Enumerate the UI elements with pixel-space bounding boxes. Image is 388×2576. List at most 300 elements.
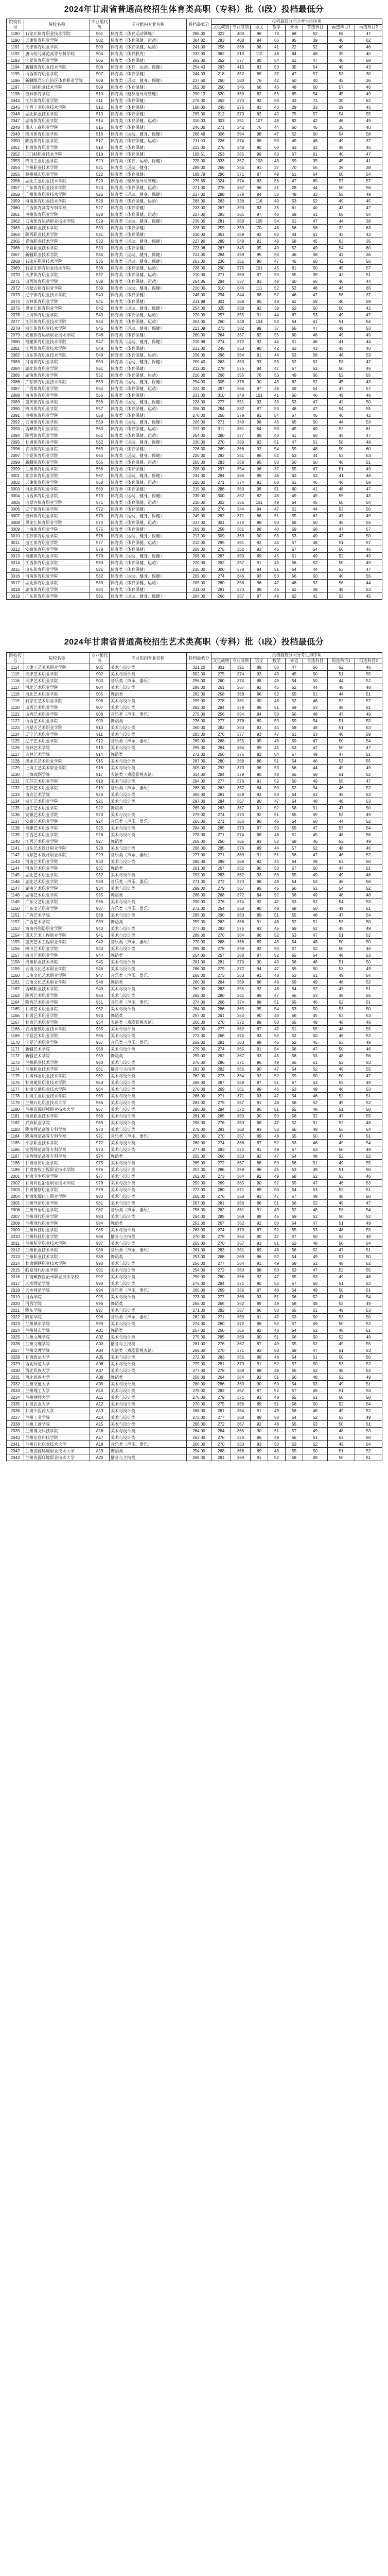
cell-group-code: 540 [90,292,110,298]
cell-min-score: 277.00 [187,1146,211,1153]
table-row [7,1099,382,1106]
table-row [7,265,382,272]
cell-group-code: 507 [90,71,110,77]
cell-elective-1: 51 [328,318,355,325]
cell-major: 美术与设计类 [110,1213,187,1220]
cell-school-name: 兰州科技职业学院 [24,1233,90,1240]
cell-school-name: 兰州信息科技学院 [24,1434,90,1441]
cell-min-score: 302.00 [187,671,211,677]
cell-min-score: 280.00 [187,1381,211,1387]
cell-min-score: 273.00 [187,1032,211,1039]
cell-group-code: 537 [90,272,110,278]
cell-school-name: 甘肃钢铁职业技术学院 [24,1260,90,1267]
cell-major-score: 359 [231,251,251,258]
cell-major: 音乐类（声乐、器乐） [110,972,187,979]
cell-school-name: 福建艺术职业学院 [24,825,90,832]
cell-foreign-language: 58 [286,852,303,858]
cell-first-subject: 52 [303,899,328,905]
cell-school-name: 石家庄体育职业技术学院 [24,265,90,272]
cell-elective-1: 48 [328,798,355,805]
cell-min-score: 237.60 [187,77,211,84]
cell-group-code: 585 [90,593,110,600]
cell-foreign-language: 54 [286,1381,303,1387]
table-row [7,1180,382,1187]
cell-elective-1: 49 [328,198,355,205]
cell-major: 体育类（体育保健、运动） [110,459,187,466]
cell-group-code: 531 [90,231,110,238]
cell-foreign-language: 54 [286,1187,303,1193]
cell-major: 美术与设计类 [110,845,187,852]
cell-school-name: 湖北体育职业学院 [24,580,90,586]
cell-group-code: 538 [90,278,110,285]
cell-foreign-language: 52 [286,285,303,292]
cell-school-name: 西藏职业技术学院 [24,986,90,992]
cell-school-code: 1148 [7,892,24,899]
cell-elective-2: 57 [355,526,382,533]
cell-elective-1: 51 [328,718,355,724]
cell-major-score: 364 [231,1233,251,1240]
cell-chinese: 66 [251,84,268,91]
cell-elective-1: 48 [328,519,355,526]
cell-culture-score: 283 [211,1247,231,1253]
cell-foreign-language: 56 [286,885,303,892]
cell-min-score: 266.00 [187,1287,211,1294]
cell-first-subject: 39 [303,37,328,44]
cell-min-score: 212.00 [187,426,211,432]
cell-chinese: 84 [251,37,268,44]
cell-foreign-language: 53 [286,399,303,405]
column-header: 专业组内专业名称 [110,653,187,664]
cell-major: 体育类（体育保健） [110,151,187,158]
cell-group-code: 990 [90,1260,110,1267]
cell-group-code: 958 [90,1046,110,1053]
cell-group-code: 997 [90,1307,110,1314]
cell-chinese: 76 [251,77,268,84]
cell-elective-1: 49 [328,1307,355,1314]
cell-major: 舞蹈类 [110,1374,187,1381]
cell-culture-score: 300 [211,566,231,573]
cell-school-code: 1161 [7,979,24,986]
cell-first-subject: 53 [303,704,328,711]
cell-chinese: 95 [251,885,268,892]
cell-major-score: 363 [231,1039,251,1046]
cell-foreign-language: 84 [286,50,303,57]
cell-math: 48 [268,593,286,600]
table-row [7,704,382,711]
cell-major-score: 359 [231,231,251,238]
cell-culture-score: 280 [211,580,231,586]
cell-school-code: 1129 [7,765,24,771]
cell-foreign-language: 59 [286,925,303,932]
cell-chinese: 83 [251,205,268,211]
cell-first-subject: 45 [303,493,328,499]
table-row [7,845,382,852]
cell-school-name: 广东体育职业技术学院 [24,379,90,385]
cell-culture-score: 283 [211,459,231,466]
cell-elective-1: 50 [328,738,355,744]
cell-group-code: 535 [90,258,110,265]
cell-foreign-language: 43 [286,97,303,104]
table-row [7,872,382,878]
cell-min-score: 304.82 [187,37,211,44]
cell-elective-1: 42 [328,399,355,405]
cell-school-code: 1166 [7,1012,24,1019]
table-row [7,1153,382,1160]
cell-major: 体育类（运动、健身、保健） [110,439,187,446]
cell-min-score: 257.00 [187,1327,211,1334]
cell-group-code: 519 [90,151,110,158]
cell-math: 37 [268,71,286,77]
cell-major-score: 348 [231,238,251,245]
table-row [7,724,382,731]
cell-first-subject: 50 [303,519,328,526]
cell-culture-score: 276 [211,899,231,905]
cell-elective-2: 59 [355,298,382,305]
cell-chinese: 91 [251,919,268,925]
cell-first-subject: 58 [303,526,328,533]
cell-min-score: 256.00 [187,1260,211,1267]
cell-first-subject: 47 [303,218,328,225]
cell-math: 51 [268,1401,286,1408]
cell-math: 47 [268,580,286,586]
cell-foreign-language: 45 [286,426,303,432]
cell-school-name: 内蒙古体育职业学院 [24,285,90,292]
cell-first-subject: 57 [303,111,328,117]
cell-chinese: 89 [251,553,268,560]
cell-first-subject: 50 [303,1280,328,1287]
cell-school-name: 石家庄体育职业技术学院 [24,30,90,37]
table-row [7,292,382,298]
cell-group-code: 925 [90,825,110,832]
cell-school-name: 临夏现代职业学院 [24,1267,90,1274]
cell-chinese: 92 [251,446,268,452]
cell-chinese: 96 [251,30,268,37]
table-row [7,691,382,698]
cell-foreign-language: 54 [286,1414,303,1421]
cell-school-code: 2048 [7,124,24,131]
cell-elective-1: 47 [328,986,355,992]
cell-elective-1: 50 [328,546,355,553]
cell-major-score: 369 [231,979,251,986]
header-row [7,653,382,658]
cell-first-subject: 43 [303,345,328,352]
cell-chinese: 87 [251,593,268,600]
cell-major: 舞蹈类 [110,691,187,698]
cell-school-code: 2041 [7,1441,24,1448]
cell-school-code: 2026 [7,1341,24,1347]
cell-math: 39 [268,399,286,405]
cell-math: 52 [268,1140,286,1146]
cell-major-score: 374 [231,899,251,905]
cell-math: 48 [268,225,286,231]
cell-elective-2: 49 [355,1334,382,1341]
cell-school-code: 2030 [7,1367,24,1374]
cell-major: 播音与主持类 [110,1233,187,1240]
cell-group-code: 523 [90,178,110,184]
cell-school-code: 2019 [7,1294,24,1300]
cell-math: 48 [268,1448,286,1454]
table-row [7,1046,382,1053]
cell-elective-1: 51 [328,1387,355,1394]
cell-school-code: 2063 [7,225,24,231]
cell-math: 50 [268,1267,286,1274]
cell-chinese: 84 [251,426,268,432]
cell-first-subject: 52 [303,359,328,365]
cell-school-name: 兰州职业技术学院 [24,1253,90,1260]
cell-school-name: 广东文艺职业学院 [24,905,90,912]
cell-elective-2: 55 [355,758,382,765]
cell-group-code: 571 [90,499,110,506]
cell-min-score: 215.00 [187,486,211,493]
cell-math: 48 [268,1012,286,1019]
cell-first-subject: 50 [303,818,328,825]
table-row [7,832,382,838]
cell-math: 47 [268,1153,286,1160]
cell-school-code: 2079 [7,332,24,338]
cell-major-score: 368 [231,691,251,698]
cell-group-code: 948 [90,979,110,986]
cell-elective-1: 48 [328,845,355,852]
cell-first-subject: 52 [303,560,328,566]
cell-group-code: A20 [90,1454,110,1461]
cell-school-code: 1180 [7,30,24,37]
cell-school-name: 平凉职业技术学院 [24,1140,90,1146]
cell-math: 46 [268,818,286,825]
cell-elective-2: 55 [355,671,382,677]
cell-school-code: 2049 [7,131,24,138]
cell-culture-score: 270 [211,1240,231,1247]
cell-major: 美术与设计类 [110,1200,187,1207]
cell-elective-2: 54 [355,499,382,506]
cell-school-name: 陕西体育职业学院 [24,138,90,144]
cell-math: 66 [268,37,286,44]
cell-first-subject: 71 [303,97,328,104]
cell-elective-2: 48 [355,472,382,479]
cell-school-code: 1137 [7,818,24,825]
cell-major: 美术与设计类 [110,758,187,765]
cell-min-score: 189.79 [187,171,211,178]
cell-culture-score: 268 [211,1448,231,1454]
cell-major-score: 370 [231,811,251,818]
cell-school-code: 2061 [7,211,24,218]
cell-major-score: 369 [231,218,251,225]
cell-group-code: A05 [90,1354,110,1361]
cell-first-subject: 50 [303,905,328,912]
cell-min-score: 270.00 [187,1233,211,1240]
cell-culture-score: 283 [211,986,231,992]
cell-school-name: 兰州职业技术学院 [24,164,90,171]
cell-school-code: 2014 [7,1260,24,1267]
cell-foreign-language: 55 [286,691,303,698]
cell-first-subject: 50 [303,1314,328,1320]
cell-elective-1: 47 [328,1113,355,1120]
cell-elective-1: 49 [328,905,355,912]
table-row [7,359,382,365]
cell-first-subject: 49 [303,1320,328,1327]
cell-culture-score: 289 [211,858,231,865]
cell-chinese: 98 [251,486,268,493]
cell-major: 体育类（运动、健身、保健） [110,379,187,385]
cell-culture-score: 289 [211,238,231,245]
cell-chinese: 88 [251,832,268,838]
cell-group-code: 545 [90,325,110,332]
cell-foreign-language: 51 [286,553,303,560]
cell-min-score: 268.49 [187,131,211,138]
cell-chinese: 89 [251,1354,268,1361]
cell-major: 舞蹈类 [110,892,187,899]
cell-min-score: 281.00 [187,959,211,965]
cell-major: 体育类（体育保健、运动） [110,432,187,439]
table-row [7,158,382,164]
cell-culture-score: 275 [211,546,231,553]
cell-group-code: 985 [90,1227,110,1233]
cell-elective-2: 53 [355,1012,382,1019]
cell-chinese: 82 [251,111,268,117]
cell-major-score: 361 [231,1247,251,1253]
cell-school-code: 2073 [7,292,24,298]
cell-foreign-language: 55 [286,965,303,972]
cell-math: 48 [268,771,286,778]
cell-min-score: 275.00 [187,711,211,718]
cell-elective-1: 52 [328,1401,355,1408]
cell-group-code: 999 [90,1320,110,1327]
cell-major-score: 377 [231,432,251,439]
cell-culture-score: 296 [211,171,231,178]
cell-first-subject: 48 [303,1374,328,1381]
cell-major-score: 366 [231,446,251,452]
cell-chinese: 94 [251,711,268,718]
cell-school-code: 2059 [7,198,24,205]
cell-elective-1: 45 [328,345,355,352]
cell-chinese: 91 [251,778,268,785]
cell-major-score: 374 [231,178,251,184]
cell-chinese: 89 [251,1247,268,1253]
cell-school-name: 内蒙古艺术职业学院 [24,724,90,731]
cell-major: 美术与设计类 [110,1180,187,1187]
cell-culture-score: 294 [211,292,231,298]
cell-elective-1: 46 [328,1032,355,1039]
cell-elective-2: 49 [355,1079,382,1086]
cell-min-score: 314.00 [187,771,211,778]
cell-culture-score: 303 [211,117,231,124]
cell-elective-2: 51 [355,1327,382,1334]
cell-first-subject: 65 [303,178,328,184]
cell-school-name: 甘肃中医药大学 [24,1408,90,1414]
cell-major-score: 378 [231,566,251,573]
cell-elective-2: 49 [355,1300,382,1307]
cell-min-score: 282.00 [187,704,211,711]
cell-school-code: 1121 [7,711,24,718]
cell-elective-1: 44 [328,691,355,698]
cell-chinese: 87 [251,1287,268,1294]
table-row [7,64,382,71]
cell-major-score: 375 [231,265,251,272]
cell-school-code: 2091 [7,412,24,419]
cell-foreign-language: 53 [286,1166,303,1173]
cell-school-name: 青海体育职业学院 [24,446,90,452]
cell-chinese: 91 [251,852,268,858]
cell-elective-1: 49 [328,1160,355,1166]
cell-school-name: 兰州城市学院 [24,1327,90,1334]
cell-math: 46 [268,1039,286,1046]
cell-elective-2: 50 [355,1394,382,1401]
cell-culture-score: 277 [211,1026,231,1032]
cell-culture-score: 284 [211,798,231,805]
cell-math: 52 [268,1280,286,1287]
cell-first-subject: 51 [303,1213,328,1220]
cell-school-name: 江苏体育职业技术学院 [24,318,90,325]
cell-major: 表演类（戏剧影视表演） [110,1019,187,1026]
cell-school-code: 2021 [7,1307,24,1314]
cell-chinese: 82 [251,332,268,338]
cell-major-score: 355 [231,986,251,992]
cell-school-name: 江西工业职业技术学院 [24,104,90,111]
cell-major: 体育类（体育保健、运动） [110,580,187,586]
cell-elective-2: 44 [355,278,382,285]
cell-school-code: 2008 [7,1220,24,1227]
cell-culture-score: 273 [211,1073,231,1079]
cell-school-name: 甘肃有色冶金职业技术学院 [24,1180,90,1187]
cell-min-score: 213.00 [187,251,211,258]
cell-major-score: 368 [231,952,251,959]
cell-major-score: 367 [231,1099,251,1106]
cell-min-score: 267.00 [187,1200,211,1207]
cell-group-code: 911 [90,731,110,738]
cell-major: 体育类（运动、健身） [110,164,187,171]
cell-math: 50 [268,272,286,278]
cell-culture-score: 262 [211,919,231,925]
cell-elective-2: 42 [355,231,382,238]
cell-min-score: 249.00 [187,513,211,519]
cell-chinese: 92 [251,1153,268,1160]
cell-major: 美术与设计类 [110,1408,187,1414]
cell-elective-2: 49 [355,1146,382,1153]
table-row [7,345,382,352]
cell-group-code: 973 [90,1146,110,1153]
cell-culture-score: 276 [211,506,231,513]
cell-culture-score: 290 [211,912,231,919]
cell-group-code: 913 [90,744,110,751]
cell-school-code: 1174 [7,1066,24,1073]
cell-school-code: 2082 [7,352,24,359]
cell-elective-2: 51 [355,1187,382,1193]
cell-chinese: 86 [251,452,268,459]
cell-chinese: 90 [251,345,268,352]
cell-school-name: 云南文化艺术职业学院 [24,979,90,986]
cell-major: 体育类（健身指导与管理） [110,178,187,184]
cell-chinese: 80 [251,57,268,64]
cell-first-subject: 49 [303,1253,328,1260]
cell-math: 41 [268,44,286,50]
cell-chinese: 94 [251,506,268,513]
cell-elective-1: 45 [328,432,355,439]
cell-major-score: 379 [231,771,251,778]
cell-min-score: 257.00 [187,1166,211,1173]
cell-major-score: 358 [231,1193,251,1200]
cell-math: 52 [268,318,286,325]
cell-math: 45 [268,379,286,385]
cell-major-score: 374 [231,479,251,486]
cell-culture-score: 310 [211,392,231,399]
cell-min-score: 286.00 [187,965,211,972]
cell-first-subject: 47 [303,738,328,744]
cell-elective-1: 55 [328,493,355,499]
cell-first-subject: 51 [303,1059,328,1066]
cell-min-score: 268.00 [187,785,211,791]
cell-chinese: 90 [251,144,268,151]
cell-first-subject: 51 [303,231,328,238]
cell-math: 44 [268,124,286,131]
